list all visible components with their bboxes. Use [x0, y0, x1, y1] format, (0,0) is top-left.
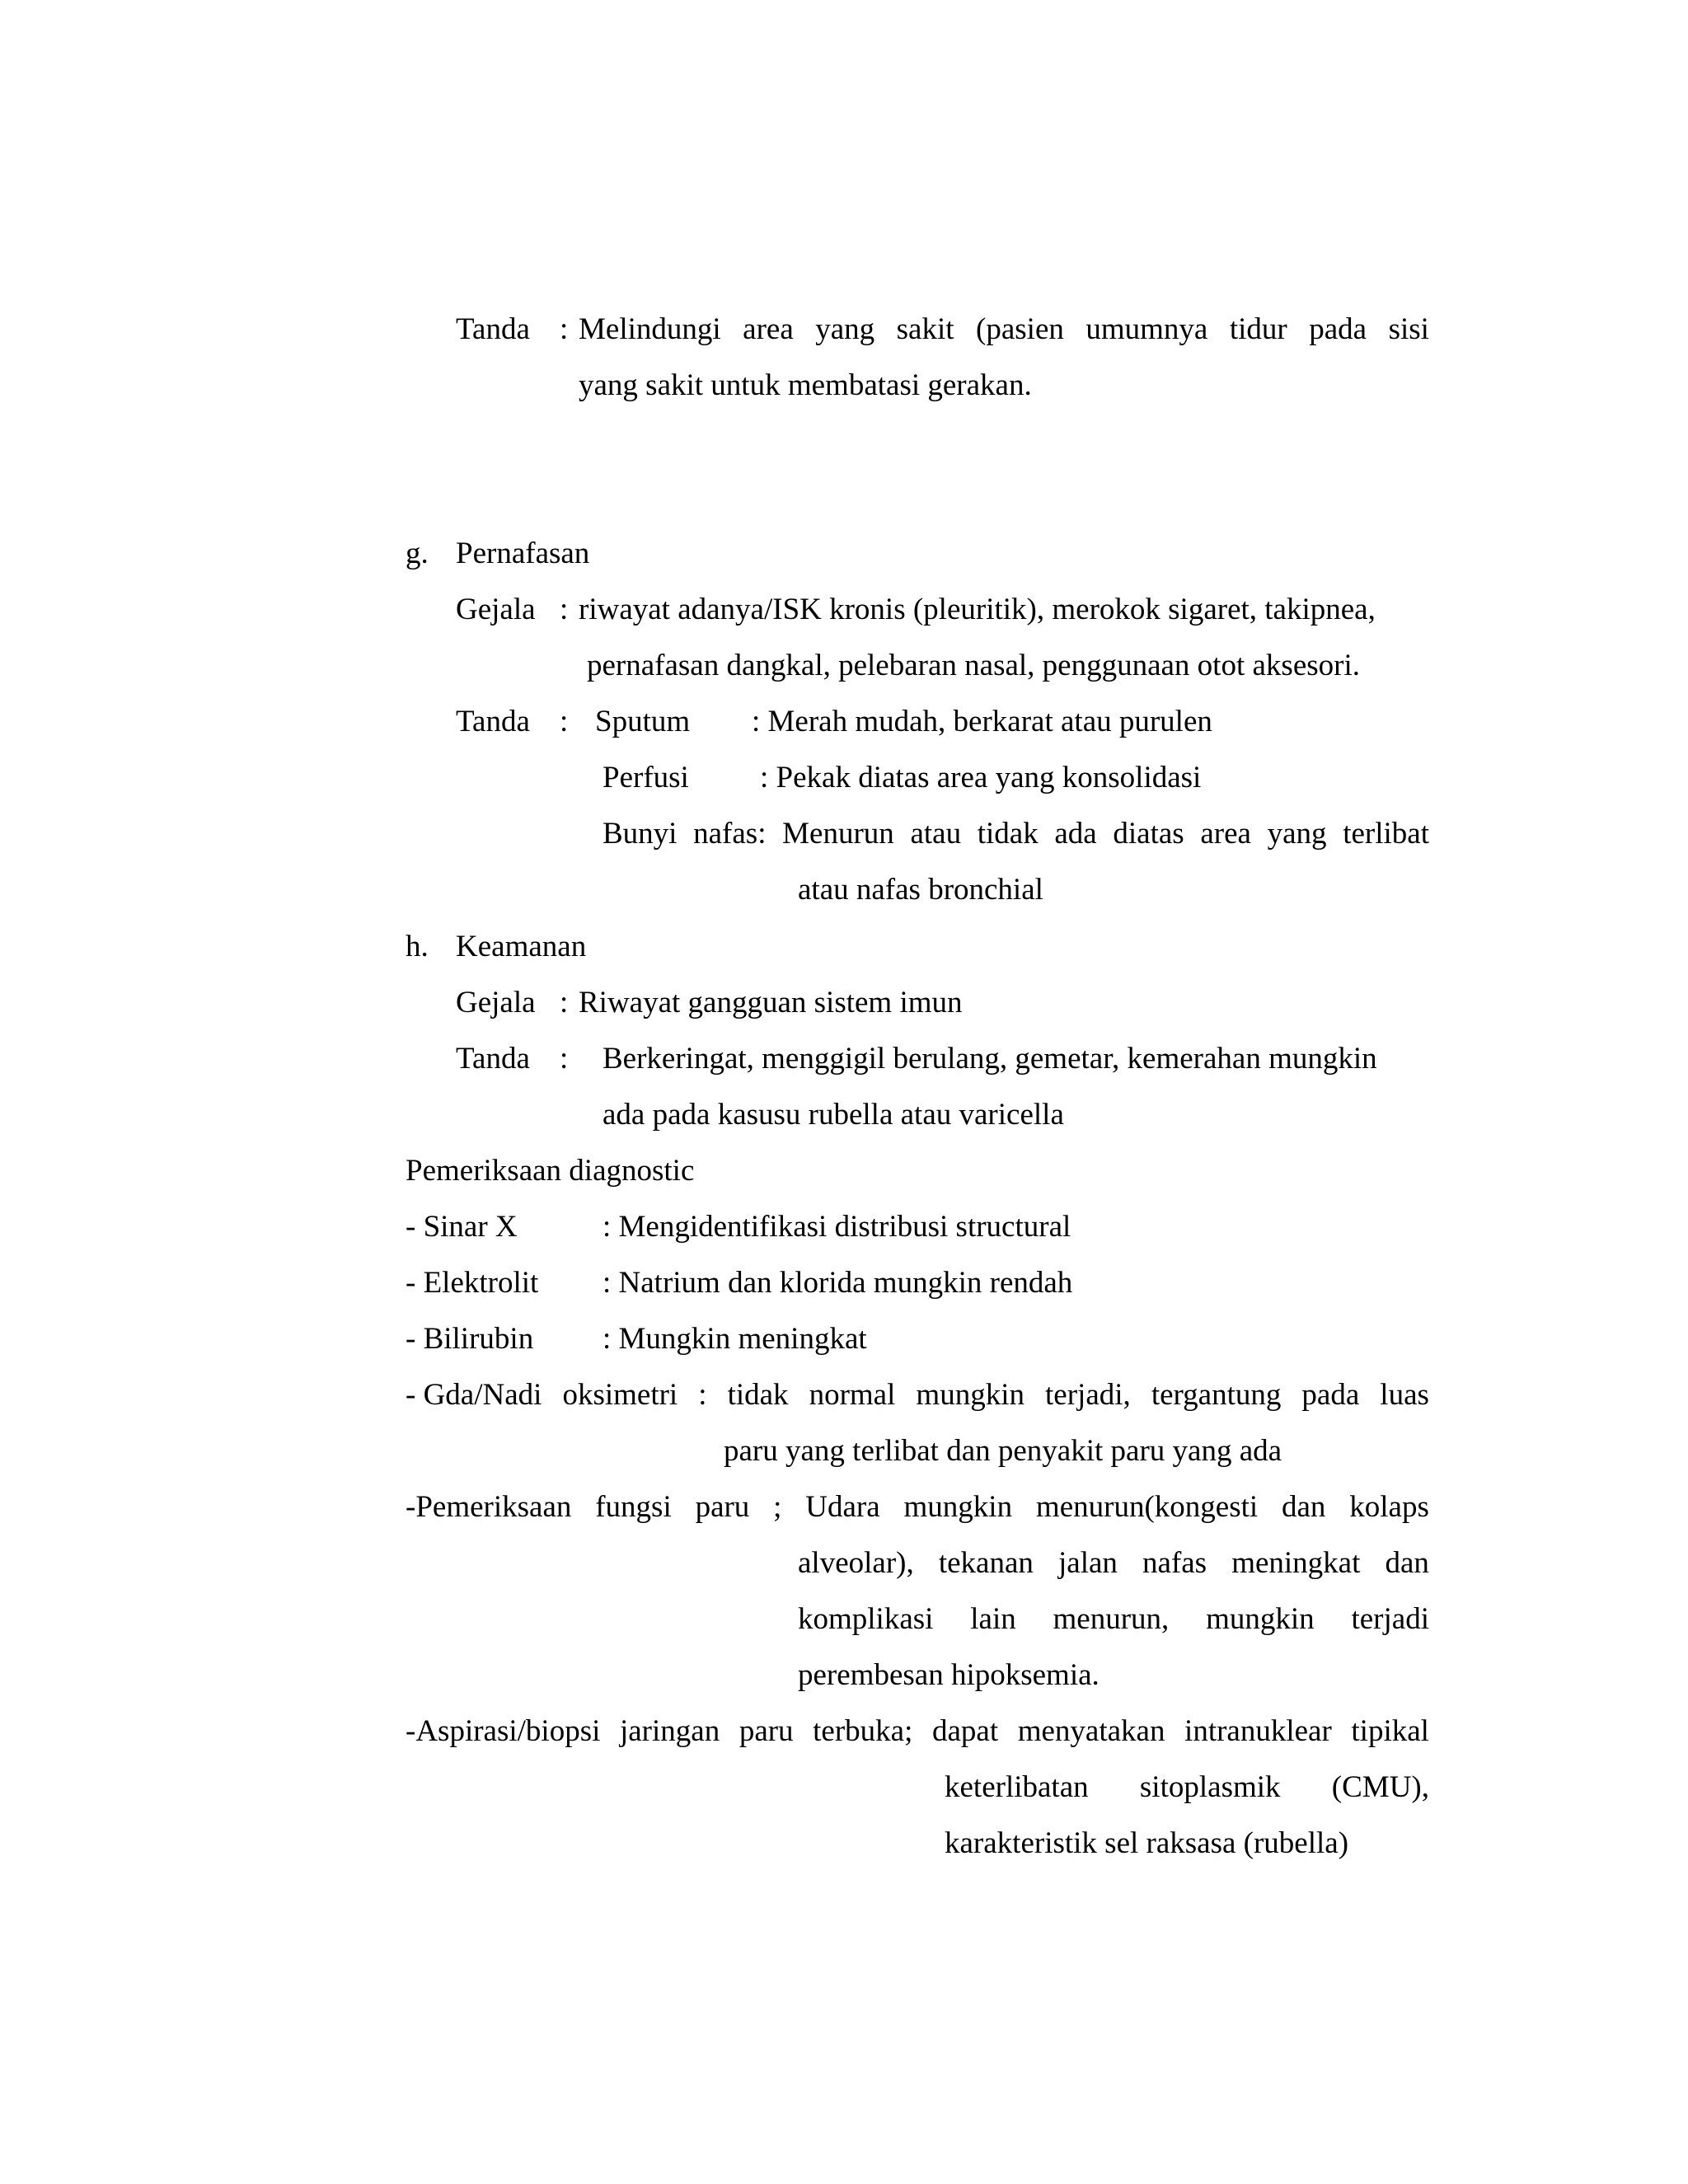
word: menyatakan — [1017, 1714, 1165, 1748]
word: Udara — [805, 1490, 880, 1524]
word: paru — [738, 1714, 794, 1748]
section-h-title: Keamanan — [456, 930, 587, 963]
section-h-letter: h. — [406, 930, 429, 963]
word: keterlibatan — [945, 1770, 1089, 1804]
section-g-title: Pernafasan — [456, 537, 590, 570]
f-tanda-line-2: yang sakit untuk membatasi gerakan. — [579, 368, 1032, 402]
word: jalan — [1058, 1546, 1118, 1580]
word: oksimetri — [562, 1378, 678, 1412]
word: Bunyi — [603, 817, 678, 851]
g-bunyi-nafas-line-2: atau nafas bronchial — [798, 873, 1043, 907]
word: sakit — [896, 312, 954, 346]
g-perfusi-value: : Pekak diatas area yang konsolidasi — [760, 761, 1202, 794]
diag-sinar-value: : Mengidentifikasi distribusi structural — [603, 1210, 1071, 1244]
h-tanda-line-2: ada pada kasusu rubella atau varicella — [603, 1098, 1064, 1132]
diag-elektrolit-value: : Natrium dan klorida mungkin rendah — [603, 1266, 1073, 1300]
word: sisi — [1388, 312, 1429, 346]
word: umumnya — [1085, 312, 1208, 346]
word: mungkin — [916, 1378, 1025, 1412]
diag-gda-line-1 — [406, 1377, 1429, 1413]
g-gejala-line-2: pernafasan dangkal, pelebaran nasal, penggunaan otot aksesori. — [587, 649, 1360, 682]
diag-bilirubin-label: - Bilirubin — [406, 1322, 534, 1356]
word: tidak — [727, 1378, 789, 1412]
word: terlibat — [1343, 817, 1429, 851]
diag-fungsi-line-1 — [406, 1489, 1429, 1526]
word: - Gda/Nadi — [406, 1378, 542, 1412]
word: fungsi — [595, 1490, 672, 1524]
word: dapat — [931, 1714, 999, 1748]
word: -Pemeriksaan — [406, 1490, 572, 1524]
diag-aspirasi-line-3: karakteristik sel raksasa (rubella) — [945, 1826, 1349, 1860]
word: : — [698, 1378, 707, 1412]
h-tanda-colon: : — [560, 1042, 569, 1076]
word: alveolar), — [798, 1546, 914, 1580]
diag-sinar-label: - Sinar X — [406, 1210, 518, 1244]
f-tanda-line-1 — [579, 312, 1429, 348]
h-tanda-label: Tanda — [456, 1042, 530, 1076]
word: yang — [1267, 817, 1327, 851]
f-tanda-colon: : — [560, 312, 569, 346]
section-g-letter: g. — [406, 537, 429, 570]
g-tanda-label: Tanda — [456, 705, 530, 738]
g-sputum-label: Sputum — [595, 705, 691, 738]
g-bunyi-nafas-line-1 — [603, 816, 1429, 852]
word: -Aspirasi/biopsi — [406, 1714, 601, 1748]
h-gejala-value: Riwayat gangguan sistem imun — [579, 986, 963, 1019]
diag-aspirasi-line-2 — [945, 1769, 1429, 1806]
g-gejala-label: Gejala — [456, 593, 536, 626]
diag-elektrolit-label: - Elektrolit — [406, 1266, 539, 1300]
word: dan — [1385, 1546, 1429, 1580]
diag-aspirasi-line-1 — [406, 1713, 1429, 1750]
word: mungkin — [903, 1490, 1013, 1524]
word: area — [743, 312, 794, 346]
word: yang — [815, 312, 875, 346]
f-tanda-label: Tanda — [456, 312, 530, 346]
diag-fungsi-line-2 — [798, 1545, 1429, 1582]
word: (CMU), — [1331, 1770, 1429, 1804]
word: tidak — [977, 817, 1039, 851]
word: jaringan — [619, 1714, 720, 1748]
word: Melindungi — [579, 312, 721, 346]
word: tipikal — [1351, 1714, 1429, 1748]
g-perfusi-label: Perfusi — [603, 761, 689, 794]
word: (pasien — [976, 312, 1064, 346]
word: terjadi, — [1045, 1378, 1131, 1412]
word: ada — [1054, 817, 1097, 851]
word: area — [1200, 817, 1251, 851]
h-gejala-colon: : — [560, 986, 569, 1019]
word: ; — [773, 1490, 782, 1524]
word: tergantung — [1151, 1378, 1282, 1412]
word: meningkat — [1231, 1546, 1361, 1580]
word: terjadi — [1351, 1602, 1429, 1636]
word: terbuka; — [813, 1714, 913, 1748]
word: nafas — [1142, 1546, 1207, 1580]
diag-bilirubin-value: : Mungkin meningkat — [603, 1322, 867, 1356]
word: kolaps — [1349, 1490, 1429, 1524]
h-tanda-line-1: Berkeringat, menggigil berulang, gemetar, kemerahan mungkin — [603, 1042, 1377, 1076]
g-gejala-colon: : — [560, 593, 569, 626]
word: paru — [695, 1490, 750, 1524]
word: diatas — [1113, 817, 1184, 851]
h-gejala-label: Gejala — [456, 986, 536, 1019]
g-tanda-colon: : — [560, 705, 569, 738]
word: intranuklear — [1184, 1714, 1332, 1748]
word: lain — [970, 1602, 1016, 1636]
word: tekanan — [938, 1546, 1034, 1580]
diag-fungsi-line-4: perembesan hipoksemia. — [798, 1658, 1100, 1692]
g-sputum-value: : Merah mudah, berkarat atau purulen — [752, 705, 1212, 738]
word: sitoplasmik — [1139, 1770, 1281, 1804]
word: mungkin — [1206, 1602, 1315, 1636]
word: menurun(kongesti — [1035, 1490, 1259, 1524]
word: normal — [809, 1378, 896, 1412]
diagnostic-heading: Pemeriksaan diagnostic — [406, 1154, 695, 1188]
word: menurun, — [1053, 1602, 1170, 1636]
word: pada — [1309, 312, 1367, 346]
word: tidur — [1229, 312, 1287, 346]
diag-gda-line-2: paru yang terlibat dan penyakit paru yang ada — [724, 1434, 1282, 1468]
word: pada — [1301, 1378, 1360, 1412]
word: atau — [910, 817, 962, 851]
g-gejala-line-1: riwayat adanya/ISK kronis (pleuritik), merokok sigaret, takipnea, — [579, 593, 1376, 626]
word: luas — [1380, 1378, 1429, 1412]
word: komplikasi — [798, 1602, 934, 1636]
word: Menurun — [782, 817, 894, 851]
word: dan — [1282, 1490, 1326, 1524]
word: nafas: — [693, 817, 767, 851]
diag-fungsi-line-3 — [798, 1601, 1429, 1638]
